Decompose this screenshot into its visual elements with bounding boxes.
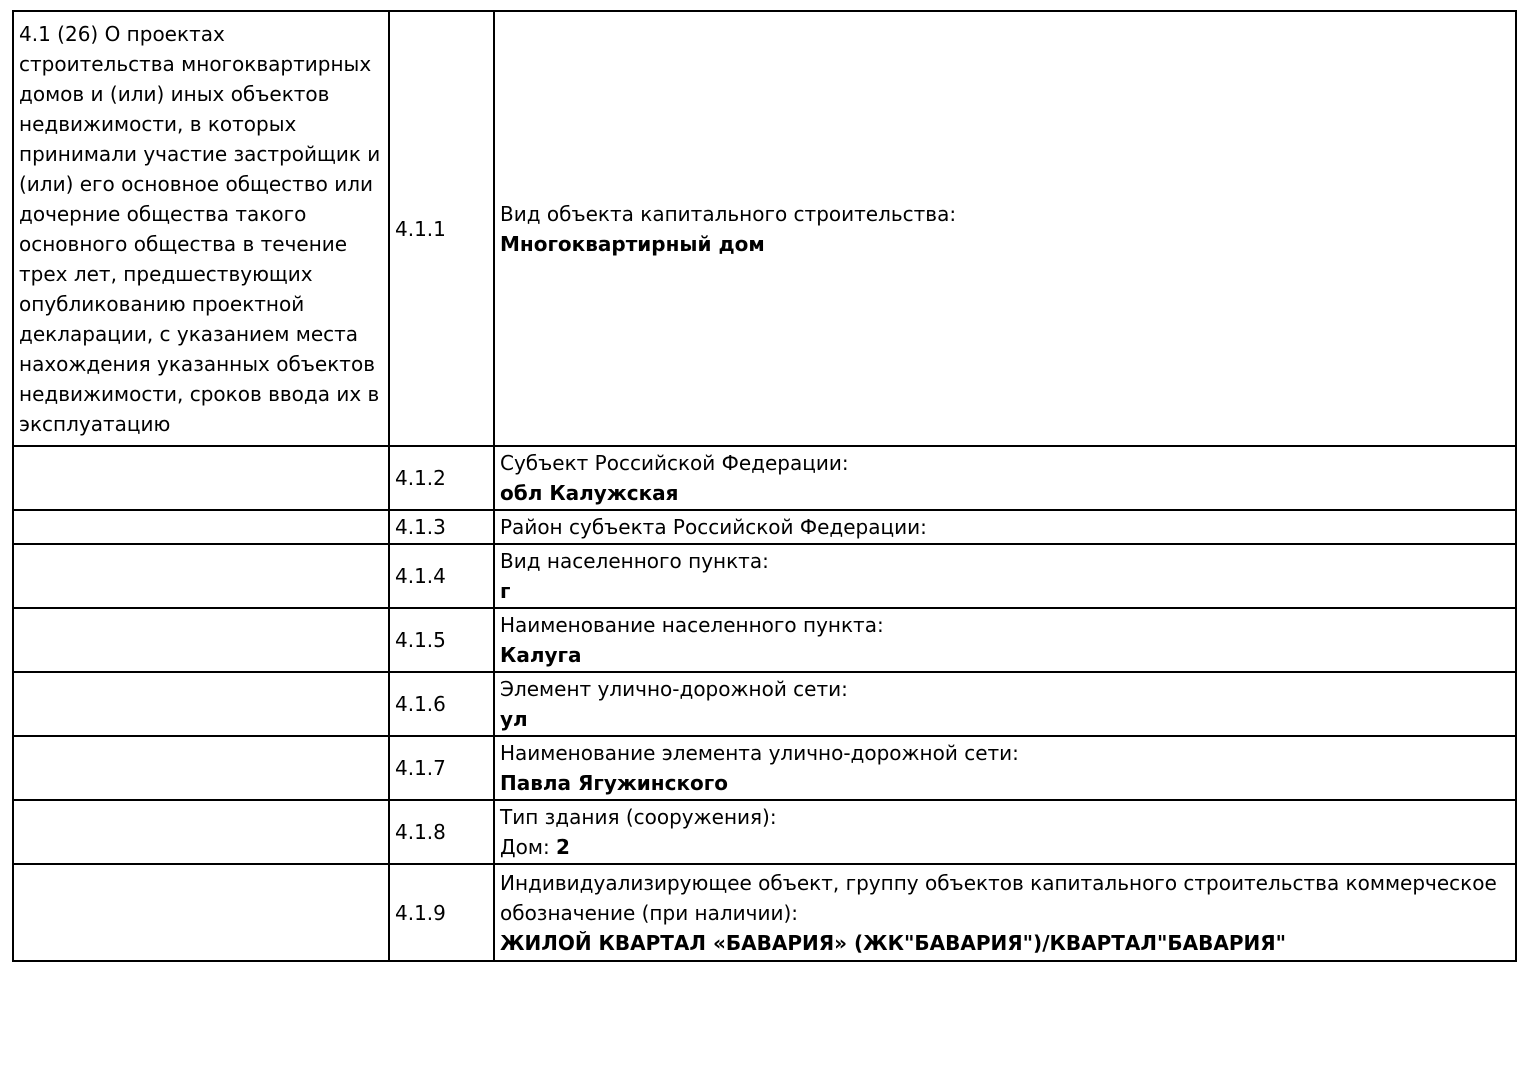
- row-number-cell: [389, 800, 494, 864]
- table-row: [13, 736, 1516, 800]
- field-label: Субъект Российской Федерации:: [500, 451, 849, 475]
- field-value: Калуга: [500, 643, 582, 667]
- table-row: [13, 544, 1516, 608]
- row-content-cell: [494, 800, 1516, 864]
- row-number: 4.1.6: [395, 692, 446, 716]
- empty-cell: [13, 510, 389, 544]
- field-value: Многоквартирный дом: [500, 231, 765, 256]
- table-row: [13, 510, 1516, 544]
- table-row: [13, 11, 1516, 446]
- field-value: 2: [556, 835, 570, 859]
- field-label: Тип здания (сооружения):: [500, 805, 777, 829]
- row-number-cell: [389, 864, 494, 961]
- section-description-cell: [13, 11, 389, 446]
- row-content-cell: [494, 864, 1516, 961]
- row-number: 4.1.7: [395, 756, 446, 780]
- row-content-cell: [494, 736, 1516, 800]
- declaration-table: [12, 10, 1517, 962]
- table-row: [13, 800, 1516, 864]
- row-number-cell: [389, 672, 494, 736]
- empty-cell: [13, 800, 389, 864]
- empty-cell: [13, 446, 389, 510]
- row-number-cell: [389, 544, 494, 608]
- row-content-cell: [494, 672, 1516, 736]
- field-value: ул: [500, 707, 528, 731]
- row-number: 4.1.9: [395, 900, 446, 925]
- row-number: 4.1.8: [395, 820, 446, 844]
- empty-cell: [13, 736, 389, 800]
- row-number-cell: [389, 510, 494, 544]
- row-number: 4.1.3: [395, 515, 446, 539]
- empty-cell: [13, 608, 389, 672]
- field-label: Наименование населенного пункта:: [500, 613, 884, 637]
- table-row: [13, 608, 1516, 672]
- row-number: 4.1.1: [395, 216, 446, 241]
- table-row: [13, 864, 1516, 961]
- field-value: обл Калужская: [500, 481, 679, 505]
- empty-cell: [13, 672, 389, 736]
- row-number: 4.1.4: [395, 564, 446, 588]
- field-label: Район субъекта Российской Федерации:: [500, 515, 927, 539]
- row-content-cell: [494, 608, 1516, 672]
- field-label: Вид населенного пункта:: [500, 549, 769, 573]
- row-number-cell: [389, 736, 494, 800]
- table-row: [13, 446, 1516, 510]
- field-label: Элемент улично-дорожной сети:: [500, 677, 848, 701]
- field-label: Вид объекта капитального строительства:: [500, 201, 957, 226]
- row-number: 4.1.5: [395, 628, 446, 652]
- row-content-cell: [494, 11, 1516, 446]
- section-description: 4.1 (26) О проектах строительства многоквартирных домов и (или) иных объектов недвижимости, в которых принимали участие застройщик и (или) его основное общество или дочерние общества такого основного общества в течение трех лет, предшествующих опубликованию проектной декларации, с указанием места нахождения указанных объектов недвижимости, сроков ввода их в эксплуатацию: [19, 21, 381, 436]
- field-value-line: [500, 832, 1510, 862]
- field-value: Павла Ягужинского: [500, 771, 728, 795]
- row-content-cell: [494, 510, 1516, 544]
- field-value-prefix: Дом:: [500, 835, 557, 859]
- row-number-cell: [389, 11, 494, 446]
- empty-cell: [13, 864, 389, 961]
- row-number-cell: [389, 608, 494, 672]
- row-content-cell: [494, 446, 1516, 510]
- field-value: ЖИЛОЙ КВАРТАЛ «БАВАРИЯ» (ЖК"БАВАРИЯ")/КВАРТАЛ"БАВАРИЯ": [500, 930, 1287, 955]
- empty-cell: [13, 544, 389, 608]
- row-content-cell: [494, 544, 1516, 608]
- field-value: г: [500, 579, 511, 603]
- field-label: Индивидуализирующее объект, группу объектов капитального строительства коммерческое обозначение (при наличии):: [500, 870, 1497, 925]
- row-number: 4.1.2: [395, 466, 446, 490]
- field-label: Наименование элемента улично-дорожной сети:: [500, 741, 1019, 765]
- table-row: [13, 672, 1516, 736]
- row-number-cell: [389, 446, 494, 510]
